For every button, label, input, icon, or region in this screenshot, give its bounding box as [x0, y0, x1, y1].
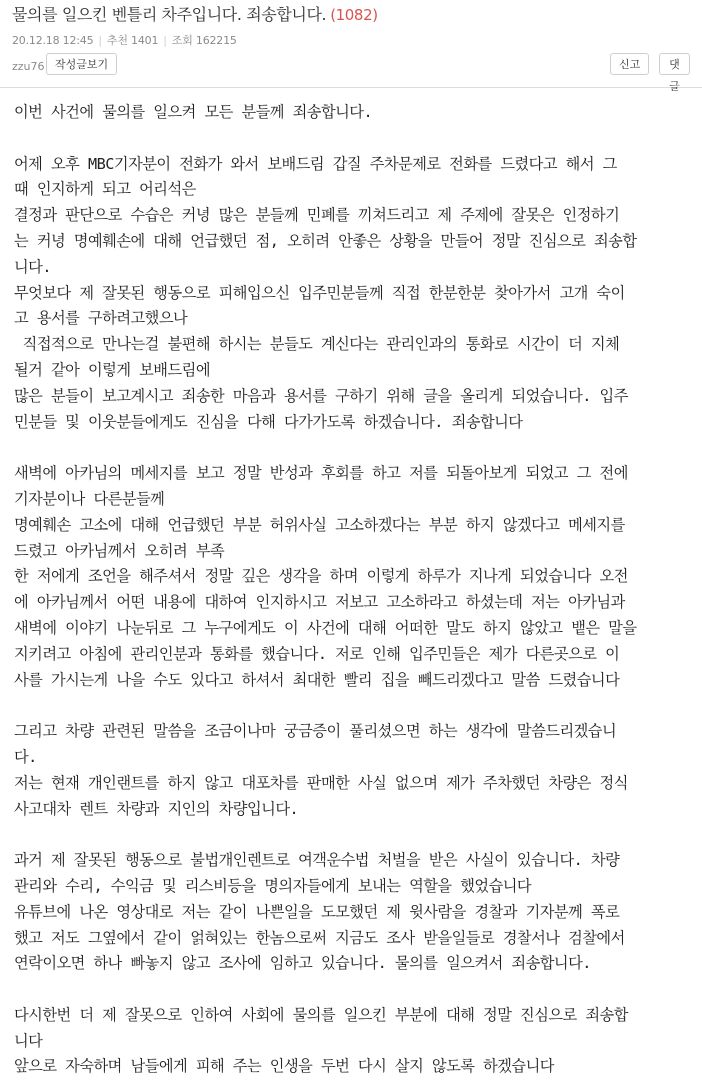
paragraph-gap: [14, 822, 688, 848]
body-line: 어제 오후 MBC기자분이 전화가 와서 보배드림 갑질 주차문제로 전화를 드렸다고 해서 그: [14, 154, 617, 173]
meta-divider: |: [98, 34, 102, 47]
body-line: 결정과 판단으로 수습은 커녕 많은 분들께 민폐를 끼쳐드리고 제 주제에 잘못은 인정하기: [14, 206, 620, 225]
post-meta: [12, 32, 690, 48]
body-line: 관리와 수리, 수익금 및 리스비등을 명의자들에게 보내는 역할을 했었습니다: [14, 876, 532, 895]
post-header: [0, 0, 702, 93]
body-line: 무엇보다 제 잘못된 행동으로 피해입으신 입주민분들께 직접 한분한분 찾아가서 고개 숙이: [14, 283, 625, 302]
body-line: 고 용서를 구하려고했으나: [14, 309, 188, 328]
paragraph-3: [14, 461, 688, 693]
post-date: 20.12.18 12:45: [12, 34, 94, 47]
author-row: [12, 53, 690, 93]
body-line: 민분들 및 이웃분들에게도 진심을 다해 다가가도록 하겠습니다. 죄송합니다: [14, 412, 523, 431]
body-line: 사를 가시는게 나을 수도 있다고 하셔서 최대한 빨리 집을 빼드리겠다고 말씀 드렸습니다: [14, 670, 620, 689]
body-line: 니다.: [14, 257, 51, 276]
post-title: 물의를 일으킨 벤틀리 차주입니다. 죄송합니다.: [12, 5, 327, 24]
paragraph-gap: [14, 435, 688, 461]
paragraph-gap: [14, 126, 688, 152]
paragraph-1: [14, 100, 688, 126]
body-line: 저는 현재 개인랜트를 하지 않고 대포차를 판매한 사실 없으며 제가 주차했던 차량은 정식: [14, 773, 628, 792]
body-line: 한 저에게 조언을 해주셔서 정말 깊은 생각을 하며 이렇게 하루가 지나게 되었습니다 오전: [14, 567, 628, 586]
body-line: 는 커녕 명예훼손에 대해 언급했던 점, 오히려 안좋은 상황을 만들어 정말 진심으로 죄송합: [14, 231, 637, 250]
report-button[interactable]: 신고: [610, 53, 649, 75]
reply-button[interactable]: 댓글: [659, 53, 690, 75]
paragraph-6: [14, 1003, 688, 1080]
comment-count[interactable]: (1082): [330, 6, 378, 24]
body-line: 그리고 차량 관련된 말씀을 조금이나마 궁금증이 풀리셨으면 하는 생각에 말씀드리겠습니: [14, 722, 617, 741]
body-line: 명예훼손 고소에 대해 언급했던 부분 허위사실 고소하겠다는 부분 하지 않겠다고 메세지를: [14, 515, 625, 534]
body-line: 니다: [14, 1031, 43, 1050]
body-line: 사고대차 렌트 차량과 지인의 차량입니다.: [14, 799, 299, 818]
body-line: 과거 제 잘못된 행동으로 불법개인렌트로 여객운수법 처벌을 받은 사실이 있습니다. 차량: [14, 851, 620, 870]
body-line: 직접적으로 만나는걸 불편해 하시는 분들도 계신다는 관리인과의 통화로 시간이 더 지체: [14, 335, 620, 354]
post-body: [0, 88, 702, 1080]
body-line: 기자분이나 다른분들께: [14, 489, 165, 508]
body-line: 이번 사건에 물의를 일으켜 모든 분들께 죄송합니다.: [14, 103, 373, 121]
body-line: 앞으로 자숙하며 남들에게 피해 주는 인생을 두번 다시 살지 않도록 하겠습니다: [14, 1057, 554, 1076]
body-line: 새벽에 아카님의 메세지를 보고 정말 반성과 후회를 하고 저를 되돌아보게 되었고 그 전에: [14, 464, 628, 483]
body-line: 에 아카님께서 어떤 내용에 대하여 인지하시고 저보고 고소하라고 하셨는데 저는 아카님과: [14, 593, 625, 612]
recommend-count: 추천 1401: [106, 34, 159, 47]
body-line: 드렸고 아카님께서 오히려 부족: [14, 541, 225, 560]
body-line: 새벽에 이야기 나눈뒤로 그 누구에게도 이 사건에 대해 어떠한 말도 하지 않았고 뱉은 말을: [14, 618, 637, 637]
body-line: 다.: [14, 747, 37, 766]
body-line: 될거 같아 이렇게 보배드림에: [14, 360, 210, 379]
body-line: 연락이오면 하나 빠놓지 않고 조사에 임하고 있습니다. 물의를 일으켜서 죄송합니다.: [14, 954, 591, 973]
body-line: 유튜브에 나온 영상대로 저는 같이 나쁜일을 도모했던 제 윗사람을 경찰과 기자분께 폭로: [14, 902, 620, 921]
post-title-row: [12, 6, 690, 24]
paragraph-5: [14, 848, 688, 977]
body-line: 했고 저도 그옆에서 같이 얽혀있는 한놈으로써 지금도 조사 받을일들로 경찰서나 검찰에서: [14, 928, 625, 947]
meta-divider: |: [163, 34, 167, 47]
author-name[interactable]: zzu76: [12, 60, 45, 73]
view-count: 조회 162215: [171, 34, 237, 47]
paragraph-gap: [14, 977, 688, 1003]
body-line: 다시한번 더 제 잘못으로 인하여 사회에 물의를 일으킨 부분에 대해 정말 진심으로 죄송합: [14, 1005, 628, 1024]
paragraph-2: [14, 152, 688, 436]
body-line: 때 인지하게 되고 어리석은: [14, 180, 196, 199]
view-posts-button[interactable]: 작성글보기: [46, 53, 117, 75]
paragraph-gap: [14, 693, 688, 719]
paragraph-4: [14, 719, 688, 822]
body-line: 지키려고 아침에 관리인분과 통화를 했습니다. 저로 인해 입주민들은 제가 다른곳으로 이: [14, 644, 620, 663]
body-line: 많은 분들이 보고계시고 죄송한 마음과 용서를 구하기 위해 글을 올리게 되었습니다. 입주: [14, 386, 628, 405]
